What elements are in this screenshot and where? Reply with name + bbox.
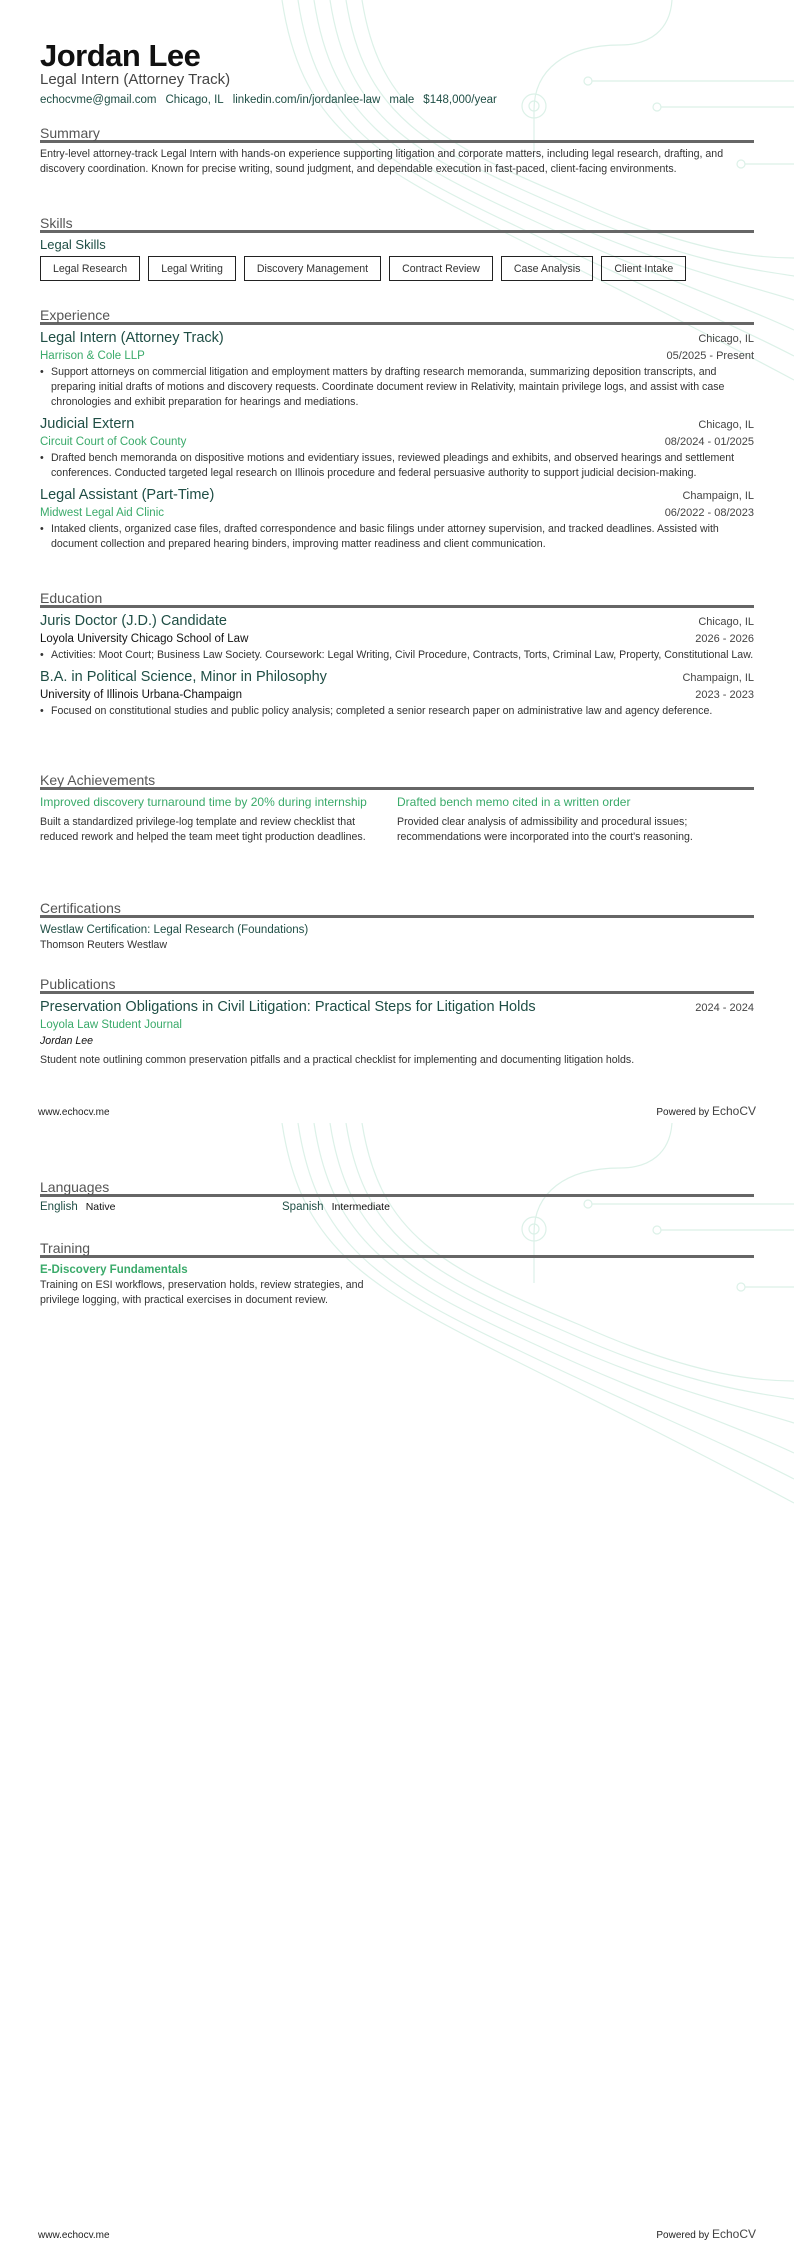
- page-footer: [38, 1104, 756, 1118]
- job-dates: 08/2024 - 01/2025: [664, 436, 754, 448]
- job-title: Legal Intern (Attorney Track): [40, 330, 224, 346]
- job-bullet: • Intaked clients, organized case files, drafted correspondence and basic filings under attorney supervision, and tracked deadlines. Assisted with document collection and prepared hearing binders, improving matter readiness and client communication.: [40, 522, 754, 552]
- achievements-section: [40, 772, 754, 845]
- education-section: [40, 590, 754, 724]
- edu-dates: 2026 - 2026: [695, 633, 754, 645]
- language-item: [282, 1201, 524, 1213]
- footer-site[interactable]: www.echocv.me: [38, 1107, 110, 1118]
- publication-author: Jordan Lee: [40, 1035, 94, 1047]
- publication-venue: Loyola Law Student Journal: [40, 1019, 182, 1031]
- degree: B.A. in Political Science, Minor in Philosophy: [40, 669, 327, 685]
- skill-chips: [40, 256, 754, 281]
- employer: Circuit Court of Cook County: [40, 436, 187, 448]
- degree: Juris Doctor (J.D.) Candidate: [40, 613, 227, 629]
- language-name: Spanish: [282, 1201, 324, 1213]
- candidate-title: Legal Intern (Attorney Track): [40, 71, 231, 88]
- job-bullet: • Drafted bench memoranda on dispositive motions and evidentiary issues, reviewed pleadings and exhibits, and observed hearings and settlement conferences. Conducted targeted legal research on Illinois procedure and federal persuasive authority to support judicial decision-making.: [40, 451, 754, 481]
- job-dates: 06/2022 - 08/2023: [664, 507, 754, 519]
- experience-entry: [40, 486, 754, 552]
- job-title: Judicial Extern: [40, 416, 135, 432]
- edu-location: Chicago, IL: [698, 616, 754, 628]
- job-title: Legal Assistant (Part-Time): [40, 487, 215, 503]
- achievement-title: Drafted bench memo cited in a written order: [397, 795, 631, 809]
- language-item: [40, 1201, 282, 1213]
- job-location: Chicago, IL: [698, 419, 754, 431]
- school: University of Illinois Urbana-Champaign: [40, 689, 242, 701]
- achievement: [40, 794, 397, 845]
- section-heading: Publications: [40, 976, 754, 994]
- education-entry: [40, 612, 754, 663]
- footer-powered: Powered by: [656, 2230, 710, 2241]
- language-level: Native: [85, 1201, 116, 1213]
- employer: Midwest Legal Aid Clinic: [40, 507, 165, 519]
- training-title: E-Discovery Fundamentals: [40, 1264, 188, 1276]
- employer: Harrison & Cole LLP: [40, 350, 145, 362]
- skill-group-title: Legal Skills: [40, 237, 106, 252]
- publication-dates: 2024 - 2024: [695, 1002, 754, 1014]
- skill-chip: Legal Research: [40, 256, 140, 281]
- footer-brand[interactable]: EchoCV: [711, 1104, 756, 1118]
- experience-entry: [40, 329, 754, 410]
- job-bullet: • Support attorneys on commercial litigation and employment matters by drafting research memoranda, summarizing deposition transcripts, and preparing initial drafts of motions and discovery requests. Coordinate document review in Relativity, maintain privilege logs, and assist with case chronologies and exhibit preparation for hearings and mediations.: [40, 365, 754, 410]
- certification-issuer: Thomson Reuters Westlaw: [40, 939, 167, 951]
- achievement-title: Improved discovery turnaround time by 20% during internship: [40, 795, 367, 809]
- section-heading: Certifications: [40, 900, 754, 918]
- education-entry: [40, 668, 754, 719]
- achievement: [397, 794, 754, 845]
- job-location: Chicago, IL: [698, 333, 754, 345]
- edu-bullet: • Focused on constitutional studies and public policy analysis; completed a senior research paper on administrative law and agency deference.: [40, 704, 754, 719]
- publication-title: Preservation Obligations in Civil Litigation: Practical Steps for Litigation Holds: [40, 999, 536, 1015]
- skill-chip: Client Intake: [601, 256, 686, 281]
- contact-location: Chicago, IL: [165, 94, 224, 106]
- contact-info: [40, 94, 506, 106]
- skills-section: [40, 215, 754, 281]
- publications-section: [40, 976, 754, 1068]
- experience-section: [40, 307, 754, 557]
- certification-name: Westlaw Certification: Legal Research (Foundations): [40, 924, 309, 936]
- training-section: [40, 1240, 754, 1308]
- footer-site[interactable]: www.echocv.me: [38, 2230, 110, 2241]
- section-heading: Training: [40, 1240, 754, 1258]
- language-name: English: [40, 1201, 78, 1213]
- section-heading: Languages: [40, 1179, 754, 1197]
- section-heading: Summary: [40, 125, 754, 143]
- edu-bullet: • Activities: Moot Court; Business Law Society. Coursework: Legal Writing, Civil Procedure, Contracts, Torts, Criminal Law, Property, Constitutional Law.: [40, 648, 754, 663]
- job-dates: 05/2025 - Present: [666, 350, 754, 362]
- skill-chip: Case Analysis: [501, 256, 594, 281]
- section-heading: Skills: [40, 215, 754, 233]
- candidate-name: Jordan Lee: [40, 38, 201, 73]
- achievement-text: Built a standardized privilege-log template and review checklist that reduced rework and helped the team meet tight production deadlines.: [40, 816, 366, 843]
- circuit-decoration: [0, 1123, 794, 1723]
- languages-section: [40, 1179, 754, 1213]
- edu-location: Champaign, IL: [682, 672, 754, 684]
- footer-brand[interactable]: EchoCV: [711, 2227, 756, 2241]
- job-location: Champaign, IL: [682, 490, 754, 502]
- training-text: Training on ESI workflows, preservation holds, review strategies, and privilege logging, with practical exercises in document review.: [40, 1279, 364, 1306]
- section-heading: Key Achievements: [40, 772, 754, 790]
- section-heading: Education: [40, 590, 754, 608]
- edu-dates: 2023 - 2023: [695, 689, 754, 701]
- skill-chip: Legal Writing: [148, 256, 236, 281]
- footer-powered: Powered by: [656, 1107, 710, 1118]
- publication-description: Student note outlining common preservation pitfalls and a practical checklist for implementing and documenting litigation holds.: [40, 1054, 635, 1066]
- contact-linkedin[interactable]: linkedin.com/in/jordanlee-law: [232, 94, 381, 106]
- skill-chip: Discovery Management: [244, 256, 381, 281]
- contact-salary: $148,000/year: [423, 94, 497, 106]
- summary-section: [40, 125, 754, 177]
- experience-entry: [40, 415, 754, 481]
- section-heading: Experience: [40, 307, 754, 325]
- certifications-section: [40, 900, 754, 953]
- skill-chip: Contract Review: [389, 256, 493, 281]
- summary-text: Entry-level attorney-track Legal Intern with hands-on experience supporting litigation and corporate matters, including legal research, drafting, and discovery coordination. Known for precise writing, sound judgment, and dependable execution in fast-paced, client-facing environments.: [40, 148, 724, 175]
- achievement-text: Provided clear analysis of admissibility and procedural issues; recommendations were incorporated into the court's reasoning.: [397, 816, 693, 843]
- contact-email[interactable]: echocvme@gmail.com: [40, 94, 157, 106]
- school: Loyola University Chicago School of Law: [40, 633, 249, 645]
- language-level: Intermediate: [331, 1201, 390, 1213]
- page-footer: [38, 2227, 756, 2241]
- contact-gender: male: [389, 94, 415, 106]
- page-2: [0, 1123, 794, 2246]
